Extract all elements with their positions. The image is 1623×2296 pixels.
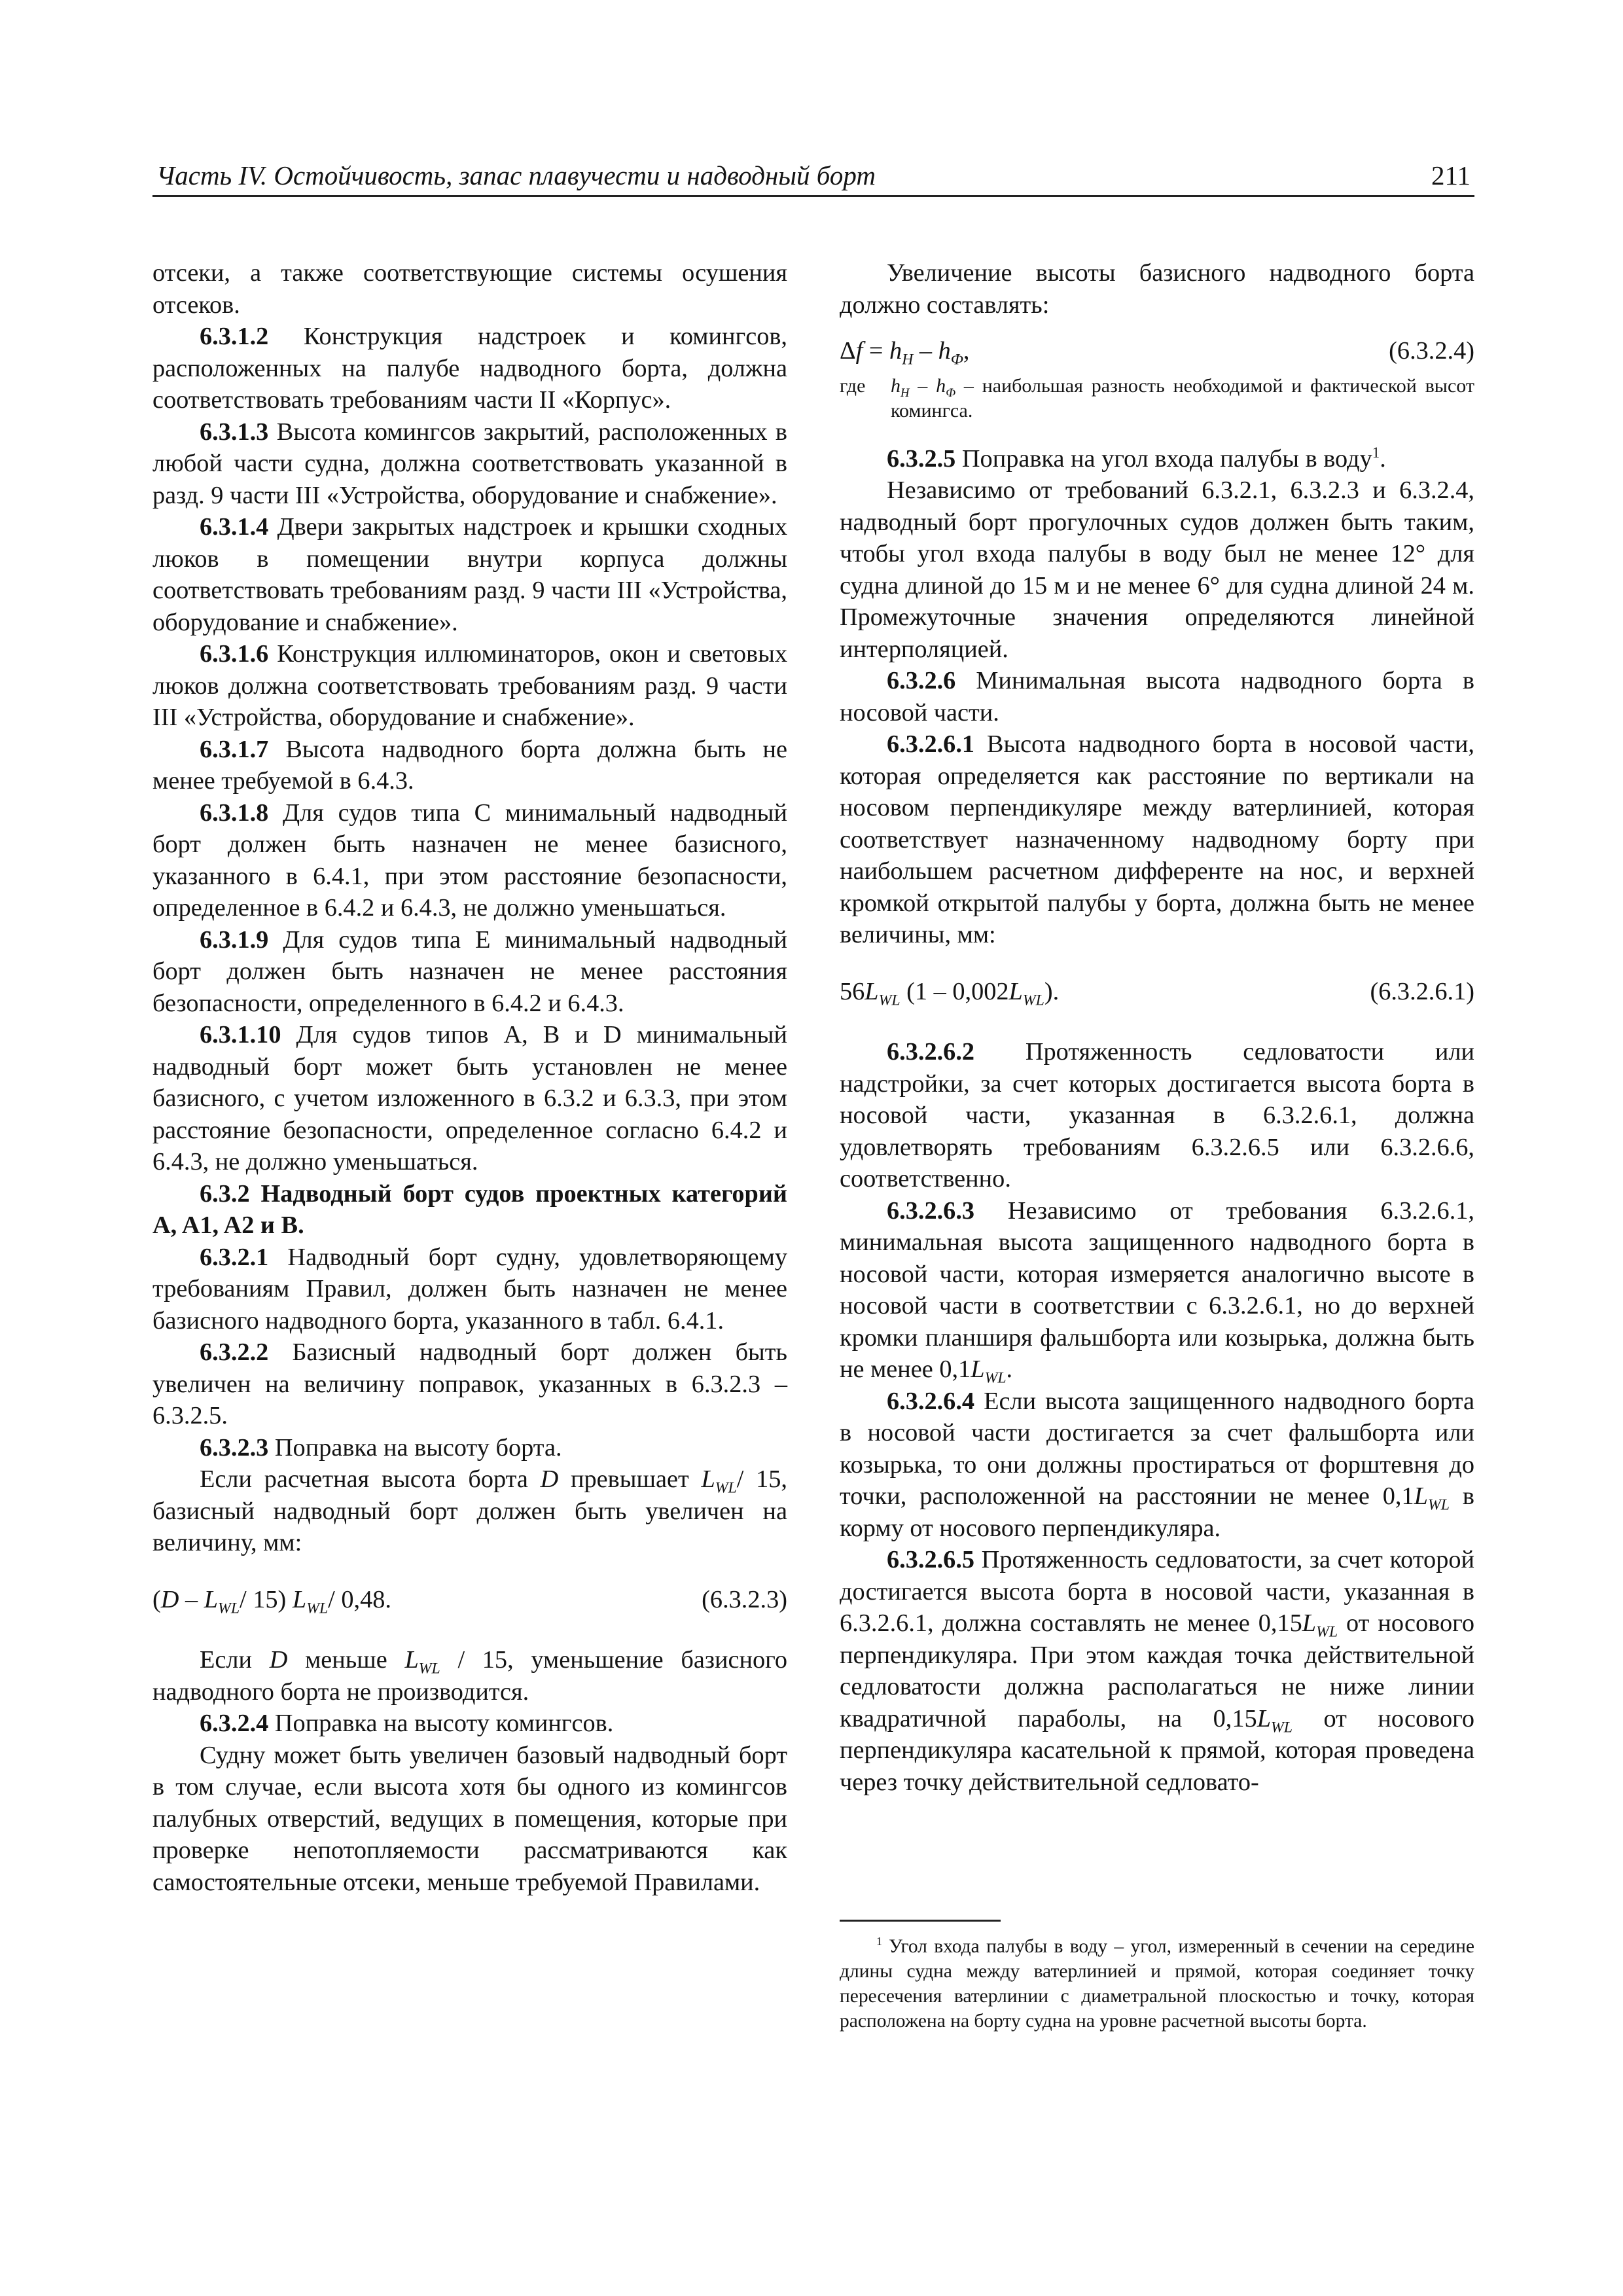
paragraph-6-3-2-6-2: 6.3.2.6.2 Протяженность седловатости или надстройки, за счет которых достигается высота борта в носовой части, указанная в 6.3.2.6.1, должна удовлетворять требованиям 6.3.2.6.5 или 6.3.2.6.6, соответственно.: [840, 1038, 1474, 1193]
paragraph-6-3-2-4: 6.3.2.4 Поправка на высоту комингсов.: [200, 1710, 614, 1737]
formula-number: (6.3.2.6.1): [1370, 977, 1474, 1005]
formula-6-3-2-6-1: $56L_{WL}$ $(1 - 0,002L_{WL})$. (6.3.2.6.1): [840, 976, 1474, 1008]
paragraph: отсеки, а также соответствующие системы осушения отсеков.: [152, 259, 787, 319]
paragraph: Если расчетная высота борта D превышает $L_{WL}/$ 15, базисный надводный борт должен быть увеличен на величину, мм:: [152, 1465, 787, 1556]
paragraph: Независимо от требований 6.3.2.1, 6.3.2.3 и 6.3.2.4, надводный борт прогулочных судов должен быть таким, чтобы угол входа палубы в воду был не менее 12° для судна длиной до 15 м и не менее 6° для судна длиной 24 м. Промежуточные значения определяются линейной интерполяцией.: [840, 476, 1474, 663]
page-number: 211: [1431, 160, 1471, 190]
section-heading-6-3-2: 6.3.2 Надводный борт судов проектных категорий A, A1, A2 и B.: [152, 1179, 787, 1239]
formula-6-3-2-4: $\Delta f = h_H - h_Ф$, (6.3.2.4): [840, 335, 1474, 367]
page-header: [152, 157, 1474, 197]
footnote: $^1$ Угол входа палубы в воду – угол, измеренный в сечении на середине длины судна между ватерлинией и прямой, которая соединяет точку пересечения ватерлинии с диаметральной плоскостью и точку, которая расположена на борту судна на уровне расчетной высоты борта.: [840, 1935, 1474, 2032]
paragraph-6-3-2-2: 6.3.2.2 Базисный надводный борт должен быть увеличен на величину поправок, указанных в 6.3.2.3 – 6.3.2.5.: [152, 1338, 787, 1429]
paragraph-6-3-1-9: 6.3.1.9 Для судов типа E минимальный надводный борт должен быть назначен не менее расстояния безопасности, определенного в 6.4.2 и 6.4.3.: [152, 925, 787, 1017]
paragraph-6-3-2-6: 6.3.2.6 Минимальная высота надводного борта в носовой части.: [840, 667, 1474, 726]
paragraph-6-3-1-6: 6.3.1.6 Конструкция иллюминаторов, окон и световых люков должна соответствовать требованиям разд. 9 части III «Устройства, оборудование и снабжение».: [152, 640, 787, 731]
paragraph-6-3-2-6-1: 6.3.2.6.1 Высота надводного борта в носовой части, которая определяется как расстояние по вертикали на носовом перпендикуляре между ватерлинией, которая соответствует назначенному надводному борту при наибольшем расчетном дифференте на нос, и верхней кромкой открытой палубы у борта, должна быть не менее величины, мм:: [840, 730, 1474, 948]
paragraph-6-3-1-8: 6.3.1.8 Для судов типа C минимальный надводный борт должен быть назначен не менее базисного, указанного в 6.4.1, при этом расстояние безопасности, определенное в 6.4.2 и 6.4.3, не должно уменьшаться.: [152, 798, 787, 922]
paragraph-6-3-2-6-5: 6.3.2.6.5 Протяженность седловатости, за счет которой достигается высота борта в носовой части, указанная в 6.3.2.6.1, должна составлять не менее $0,15L_{WL}$ от носового перпендикуляра. При этом каждая точка действительной седловатости должна располагаться не ниже линии квадратичной параболы, на $0,15L_{WL}$ от носового перпендикуляра касательной к прямой, которая проведена через точку действительной седловато-: [840, 1546, 1474, 1796]
paragraph-6-3-2-6-4: 6.3.2.6.4 Если высота защищенного надводного борта в носовой части достигается за счет фальшборта или козырька, то они должны простираться от форштевня до точки, расположенной на расстоянии не менее $0,1L_{WL}$ в корму от носового перпендикуляра.: [840, 1387, 1474, 1542]
footnote-ref: 1: [1372, 444, 1380, 461]
paragraph-6-3-1-3: 6.3.1.3 Высота комингсов закрытий, расположенных в любой части судна, должна соответствовать указанной в разд. 9 части III «Устройства, оборудование и снабжение».: [152, 418, 787, 509]
right-column: [840, 257, 1474, 1798]
paragraph-6-3-1-2: 6.3.1.2 Конструкция надстроек и комингсов, расположенных на палубе надводного борта, должна соответствовать требованиям части II «Корпус».: [152, 323, 787, 414]
paragraph: Если D меньше $L_{WL} / 15$, уменьшение базисного надводного борта не производится.: [152, 1646, 787, 1706]
paragraph-6-3-1-7: 6.3.1.7 Высота надводного борта должна быть не менее требуемой в 6.4.3.: [152, 735, 787, 795]
paragraph-6-3-2-5: 6.3.2.5 Поправка на угол входа палубы в воду$^1$.: [887, 444, 1386, 473]
paragraph-6-3-1-4: 6.3.1.4 Двери закрытых надстроек и крышки сходных люков в помещении внутри корпуса должны соответствовать требованиям разд. 9 части III «Устройства, оборудование и снабжение».: [152, 513, 787, 636]
formula-6-3-2-3: ($D - L_{WL}/$ 15) $L_{WL}/$ 0,48. (6.3.2.3): [152, 1584, 787, 1616]
running-title: Часть IV. Остойчивость, запас плавучести и надводный борт: [156, 160, 876, 190]
paragraph-6-3-2-3: 6.3.2.3 Поправка на высоту борта.: [200, 1433, 562, 1462]
paragraph-6-3-2-6-3: 6.3.2.6.3 Независимо от требования 6.3.2.6.1, минимальная высота защищенного надводного борта в носовой части, которая измеряется аналогично высоте в носовой части в соответствии с 6.3.2.6.1, но до верхней кромки планширя фальшборта или козырька, должна быть не менее $0,1L_{WL}$.: [840, 1196, 1474, 1387]
paragraph: Увеличение высоты базисного надводного борта должно составлять:: [840, 259, 1474, 319]
formula-number: (6.3.2.4): [1389, 337, 1474, 365]
footnote-separator: [840, 1920, 1001, 1922]
left-column: [152, 257, 787, 1898]
paragraph-6-3-2-1: 6.3.2.1 Надводный борт судну, удовлетворяющему требованиям Правил, должен быть назначен не менее базисного надводного борта, указанного в табл. 6.4.1.: [152, 1243, 787, 1335]
formula-note: где $h_H - h_Ф$ – наибольшая разность необходимой и фактической высот комингса.: [840, 374, 1474, 422]
paragraph-6-3-1-10: 6.3.1.10 Для судов типов A, B и D минимальный надводный борт может быть установлен не менее базисного, с учетом изложенного в 6.3.2 и 6.3.3, при этом расстояние безопасности, определенное согласно 6.4.2 и 6.4.3, не должно уменьшаться.: [152, 1021, 787, 1175]
formula-number: (6.3.2.3): [702, 1585, 787, 1613]
paragraph: Судну может быть увеличен базовый надводный борт в том случае, если высота хотя бы одного из комингсов палубных отверстий, ведущих в помещения, которые при проверке непотопляемости рассматриваются как самостоятельные отсеки, меньше требуемой Правилами.: [152, 1741, 787, 1896]
